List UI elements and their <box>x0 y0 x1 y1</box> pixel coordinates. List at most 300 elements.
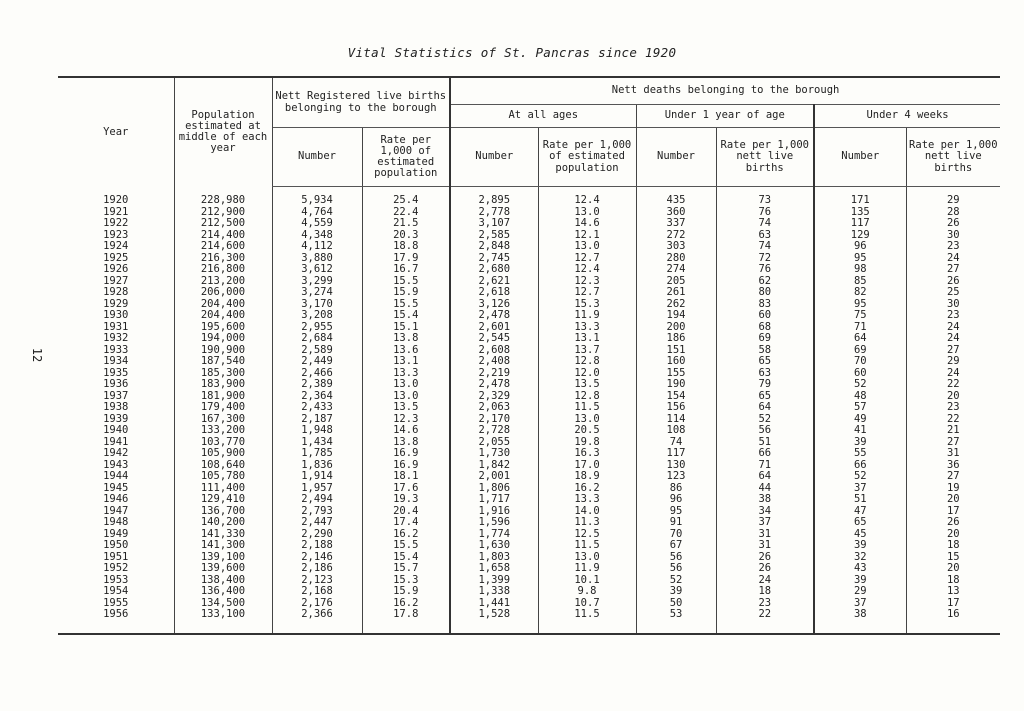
cell-infant-deaths-number: 39 <box>636 586 716 598</box>
cell-births-rate: 13.3 <box>362 368 450 380</box>
cell-infant-deaths-number: 360 <box>636 207 716 219</box>
cell-neonatal-deaths-number: 135 <box>814 207 906 219</box>
cell-births-number: 2,366 <box>272 609 362 634</box>
cell-population: 105,780 <box>174 471 272 483</box>
cell-infant-mortality-rate: 64 <box>716 471 814 483</box>
cell-year: 1942 <box>103 447 129 460</box>
cell-births-rate: 15.5 <box>362 276 450 288</box>
cell-neonatal-deaths-number: 52 <box>814 379 906 391</box>
cell-infant-mortality-rate: 66 <box>716 448 814 460</box>
cell-year: 1926 <box>103 263 129 276</box>
cell-births-number: 1,836 <box>272 460 362 472</box>
page-title: Vital Statistics of St. Pancras since 1920 <box>347 45 677 60</box>
cell-births-rate: 15.7 <box>362 563 450 575</box>
cell-births-rate: 12.3 <box>362 414 450 426</box>
cell-population: 228,980 <box>174 187 272 207</box>
cell-neonatal-mortality-rate: 28 <box>906 207 1000 219</box>
cell-deaths-number: 2,778 <box>450 207 538 219</box>
cell-population: 139,100 <box>174 552 272 564</box>
cell-neonatal-mortality-rate: 26 <box>906 517 1000 529</box>
table-row <box>58 494 1000 506</box>
cell-neonatal-mortality-rate: 15 <box>906 552 1000 564</box>
table-row <box>58 310 1000 322</box>
cell-deaths-rate: 17.0 <box>538 460 636 472</box>
cell-neonatal-deaths-number: 38 <box>814 609 906 634</box>
table-row <box>58 540 1000 552</box>
cell-year: 1951 <box>103 550 129 563</box>
cell-births-number: 3,612 <box>272 264 362 276</box>
cell-infant-deaths-number: 194 <box>636 310 716 322</box>
header-population: Population estimated at middle of each year <box>174 77 272 187</box>
cell-year: 1937 <box>103 389 129 402</box>
cell-infant-deaths-number: 280 <box>636 253 716 265</box>
cell-year: 1921 <box>103 205 129 218</box>
cell-deaths-rate: 13.3 <box>538 494 636 506</box>
cell-births-number: 2,433 <box>272 402 362 414</box>
cell-births-rate: 13.6 <box>362 345 450 357</box>
cell-infant-deaths-number: 74 <box>636 437 716 449</box>
cell-infant-deaths-number: 96 <box>636 494 716 506</box>
cell-year: 1934 <box>103 355 129 368</box>
cell-births-number: 2,793 <box>272 506 362 518</box>
cell-neonatal-mortality-rate: 20 <box>906 563 1000 575</box>
cell-infant-mortality-rate: 79 <box>716 379 814 391</box>
cell-infant-mortality-rate: 23 <box>716 598 814 610</box>
cell-infant-deaths-number: 272 <box>636 230 716 242</box>
cell-deaths-number: 3,126 <box>450 299 538 311</box>
cell-infant-deaths-number: 337 <box>636 218 716 230</box>
cell-year: 1938 <box>103 401 129 414</box>
cell-births-number: 4,559 <box>272 218 362 230</box>
cell-year: 1940 <box>103 424 129 437</box>
vital-statistics-table <box>58 76 1000 635</box>
cell-infant-deaths-number: 160 <box>636 356 716 368</box>
cell-births-rate: 16.9 <box>362 460 450 472</box>
cell-neonatal-deaths-number: 51 <box>814 494 906 506</box>
cell-infant-mortality-rate: 63 <box>716 230 814 242</box>
cell-neonatal-deaths-number: 85 <box>814 276 906 288</box>
cell-neonatal-deaths-number: 171 <box>814 187 906 207</box>
cell-population: 216,800 <box>174 264 272 276</box>
cell-births-rate: 20.4 <box>362 506 450 518</box>
cell-neonatal-mortality-rate: 31 <box>906 448 1000 460</box>
cell-births-rate: 13.5 <box>362 402 450 414</box>
cell-births-rate: 15.5 <box>362 299 450 311</box>
cell-deaths-rate: 14.0 <box>538 506 636 518</box>
cell-population: 103,770 <box>174 437 272 449</box>
cell-infant-mortality-rate: 44 <box>716 483 814 495</box>
cell-deaths-rate: 12.8 <box>538 391 636 403</box>
cell-deaths-number: 2,618 <box>450 287 538 299</box>
cell-births-number: 4,112 <box>272 241 362 253</box>
cell-deaths-number: 1,717 <box>450 494 538 506</box>
cell-neonatal-mortality-rate: 18 <box>906 575 1000 587</box>
table-row <box>58 448 1000 460</box>
cell-population: 111,400 <box>174 483 272 495</box>
cell-neonatal-deaths-number: 82 <box>814 287 906 299</box>
cell-neonatal-deaths-number: 75 <box>814 310 906 322</box>
cell-births-rate: 21.5 <box>362 218 450 230</box>
cell-births-number: 2,146 <box>272 552 362 564</box>
cell-births-rate: 16.2 <box>362 529 450 541</box>
cell-births-rate: 17.8 <box>362 609 450 634</box>
cell-population: 213,200 <box>174 276 272 288</box>
cell-infant-mortality-rate: 34 <box>716 506 814 518</box>
cell-population: 204,400 <box>174 310 272 322</box>
cell-births-number: 5,934 <box>272 187 362 207</box>
cell-year: 1941 <box>103 435 129 448</box>
cell-deaths-number: 2,621 <box>450 276 538 288</box>
cell-deaths-number: 2,170 <box>450 414 538 426</box>
cell-neonatal-deaths-number: 43 <box>814 563 906 575</box>
cell-neonatal-mortality-rate: 36 <box>906 460 1000 472</box>
cell-deaths-number: 1,730 <box>450 448 538 460</box>
cell-infant-mortality-rate: 64 <box>716 402 814 414</box>
cell-year: 1956 <box>58 609 174 634</box>
table-row <box>58 264 1000 276</box>
cell-infant-deaths-number: 262 <box>636 299 716 311</box>
cell-neonatal-deaths-number: 57 <box>814 402 906 414</box>
table-row <box>58 241 1000 253</box>
cell-population: 105,900 <box>174 448 272 460</box>
cell-infant-mortality-rate: 26 <box>716 563 814 575</box>
cell-births-number: 3,170 <box>272 299 362 311</box>
cell-year: 1945 <box>103 481 129 494</box>
cell-population: 179,400 <box>174 402 272 414</box>
cell-births-rate: 15.1 <box>362 322 450 334</box>
header-births-group: Nett Registered live births belonging to the borough <box>272 77 450 128</box>
cell-neonatal-deaths-number: 48 <box>814 391 906 403</box>
header-births-number: Number <box>272 128 362 187</box>
cell-population: 141,330 <box>174 529 272 541</box>
cell-population: 195,600 <box>174 322 272 334</box>
cell-deaths-rate: 10.1 <box>538 575 636 587</box>
table-row <box>58 471 1000 483</box>
cell-deaths-number: 1,399 <box>450 575 538 587</box>
cell-deaths-rate: 12.5 <box>538 529 636 541</box>
cell-births-rate: 13.8 <box>362 333 450 345</box>
cell-births-rate: 18.8 <box>362 241 450 253</box>
cell-population: 214,600 <box>174 241 272 253</box>
table-row <box>58 333 1000 345</box>
cell-infant-mortality-rate: 63 <box>716 368 814 380</box>
cell-births-rate: 22.4 <box>362 207 450 219</box>
cell-year: 1929 <box>103 297 129 310</box>
cell-births-number: 2,389 <box>272 379 362 391</box>
cell-infant-deaths-number: 67 <box>636 540 716 552</box>
cell-deaths-rate: 12.7 <box>538 253 636 265</box>
cell-births-number: 2,589 <box>272 345 362 357</box>
cell-year: 1932 <box>103 332 129 345</box>
cell-neonatal-mortality-rate: 20 <box>906 529 1000 541</box>
cell-population: 216,300 <box>174 253 272 265</box>
cell-births-number: 2,187 <box>272 414 362 426</box>
header-under-4-weeks: Under 4 weeks <box>814 105 1000 128</box>
cell-population: 183,900 <box>174 379 272 391</box>
cell-deaths-number: 1,916 <box>450 506 538 518</box>
cell-neonatal-deaths-number: 129 <box>814 230 906 242</box>
cell-neonatal-mortality-rate: 24 <box>906 322 1000 334</box>
cell-neonatal-mortality-rate: 27 <box>906 345 1000 357</box>
cell-births-rate: 13.1 <box>362 356 450 368</box>
cell-infant-deaths-number: 53 <box>636 609 716 634</box>
cell-year: 1920 <box>103 193 129 206</box>
table-row <box>58 586 1000 598</box>
cell-deaths-number: 3,107 <box>450 218 538 230</box>
cell-births-number: 2,123 <box>272 575 362 587</box>
cell-infant-deaths-number: 114 <box>636 414 716 426</box>
cell-neonatal-deaths-number: 37 <box>814 598 906 610</box>
cell-neonatal-mortality-rate: 17 <box>906 506 1000 518</box>
cell-deaths-rate: 12.8 <box>538 356 636 368</box>
cell-deaths-number: 2,478 <box>450 310 538 322</box>
cell-neonatal-deaths-number: 39 <box>814 437 906 449</box>
cell-infant-mortality-rate: 31 <box>716 540 814 552</box>
cell-deaths-number: 2,545 <box>450 333 538 345</box>
cell-deaths-number: 2,478 <box>450 379 538 391</box>
cell-infant-deaths-number: 200 <box>636 322 716 334</box>
cell-deaths-number: 1,658 <box>450 563 538 575</box>
cell-neonatal-mortality-rate: 20 <box>906 494 1000 506</box>
cell-births-number: 2,290 <box>272 529 362 541</box>
cell-infant-deaths-number: 108 <box>636 425 716 437</box>
cell-neonatal-mortality-rate: 23 <box>906 241 1000 253</box>
cell-neonatal-mortality-rate: 30 <box>906 299 1000 311</box>
cell-neonatal-mortality-rate: 18 <box>906 540 1000 552</box>
cell-infant-mortality-rate: 76 <box>716 264 814 276</box>
cell-infant-deaths-number: 155 <box>636 368 716 380</box>
cell-infant-deaths-number: 56 <box>636 552 716 564</box>
cell-deaths-rate: 11.3 <box>538 517 636 529</box>
page-number: 12 <box>30 347 45 363</box>
cell-deaths-rate: 9.8 <box>538 586 636 598</box>
cell-deaths-number: 1,528 <box>450 609 538 634</box>
cell-population: 187,540 <box>174 356 272 368</box>
cell-infant-deaths-number: 435 <box>636 187 716 207</box>
cell-births-number: 2,955 <box>272 322 362 334</box>
cell-deaths-number: 1,441 <box>450 598 538 610</box>
cell-births-rate: 15.5 <box>362 540 450 552</box>
cell-births-number: 2,684 <box>272 333 362 345</box>
cell-infant-deaths-number: 186 <box>636 333 716 345</box>
cell-neonatal-mortality-rate: 24 <box>906 333 1000 345</box>
cell-infant-mortality-rate: 76 <box>716 207 814 219</box>
cell-neonatal-deaths-number: 45 <box>814 529 906 541</box>
cell-births-number: 2,186 <box>272 563 362 575</box>
cell-population: 108,640 <box>174 460 272 472</box>
cell-year: 1947 <box>103 504 129 517</box>
cell-neonatal-deaths-number: 64 <box>814 333 906 345</box>
cell-births-rate: 13.0 <box>362 379 450 391</box>
header-deaths-group: Nett deaths belonging to the borough <box>450 77 1000 105</box>
cell-deaths-rate: 20.5 <box>538 425 636 437</box>
cell-births-rate: 16.2 <box>362 598 450 610</box>
cell-deaths-number: 1,803 <box>450 552 538 564</box>
cell-infant-mortality-rate: 38 <box>716 494 814 506</box>
cell-neonatal-deaths-number: 70 <box>814 356 906 368</box>
cell-births-number: 2,176 <box>272 598 362 610</box>
cell-deaths-rate: 13.5 <box>538 379 636 391</box>
cell-infant-mortality-rate: 60 <box>716 310 814 322</box>
cell-births-rate: 25.4 <box>362 187 450 207</box>
cell-year: 1923 <box>103 228 129 241</box>
cell-population: 212,500 <box>174 218 272 230</box>
cell-births-number: 2,168 <box>272 586 362 598</box>
cell-deaths-number: 2,848 <box>450 241 538 253</box>
cell-infant-mortality-rate: 69 <box>716 333 814 345</box>
cell-population: 141,300 <box>174 540 272 552</box>
cell-births-rate: 19.3 <box>362 494 450 506</box>
cell-births-number: 3,274 <box>272 287 362 299</box>
cell-year: 1936 <box>103 378 129 391</box>
cell-neonatal-deaths-number: 41 <box>814 425 906 437</box>
header-under-1-year: Under 1 year of age <box>636 105 814 128</box>
cell-deaths-number: 2,063 <box>450 402 538 414</box>
header-neonatal-rate: Rate per 1,000 nett live births <box>906 128 1000 187</box>
cell-deaths-number: 2,585 <box>450 230 538 242</box>
cell-neonatal-deaths-number: 52 <box>814 471 906 483</box>
cell-neonatal-mortality-rate: 23 <box>906 402 1000 414</box>
cell-population: 140,200 <box>174 517 272 529</box>
cell-population: 206,000 <box>174 287 272 299</box>
cell-year: 1935 <box>103 366 129 379</box>
cell-infant-deaths-number: 91 <box>636 517 716 529</box>
cell-deaths-rate: 11.9 <box>538 310 636 322</box>
cell-neonatal-deaths-number: 39 <box>814 575 906 587</box>
cell-deaths-number: 1,774 <box>450 529 538 541</box>
cell-deaths-rate: 10.7 <box>538 598 636 610</box>
cell-deaths-rate: 12.7 <box>538 287 636 299</box>
cell-births-number: 2,447 <box>272 517 362 529</box>
cell-infant-deaths-number: 151 <box>636 345 716 357</box>
cell-deaths-number: 2,001 <box>450 471 538 483</box>
cell-deaths-number: 2,728 <box>450 425 538 437</box>
cell-infant-mortality-rate: 24 <box>716 575 814 587</box>
cell-year: 1924 <box>103 240 129 253</box>
cell-neonatal-mortality-rate: 13 <box>906 586 1000 598</box>
cell-infant-deaths-number: 95 <box>636 506 716 518</box>
cell-infant-mortality-rate: 51 <box>716 437 814 449</box>
cell-births-rate: 16.7 <box>362 264 450 276</box>
cell-neonatal-mortality-rate: 20 <box>906 391 1000 403</box>
cell-infant-mortality-rate: 22 <box>716 609 814 634</box>
cell-births-rate: 15.9 <box>362 287 450 299</box>
cell-year: 1939 <box>103 412 129 425</box>
table-row <box>58 425 1000 437</box>
cell-births-number: 2,364 <box>272 391 362 403</box>
cell-population: 129,410 <box>174 494 272 506</box>
table-row <box>58 187 1000 207</box>
cell-births-number: 2,188 <box>272 540 362 552</box>
cell-deaths-rate: 11.9 <box>538 563 636 575</box>
cell-deaths-rate: 14.6 <box>538 218 636 230</box>
cell-neonatal-mortality-rate: 21 <box>906 425 1000 437</box>
cell-deaths-rate: 18.9 <box>538 471 636 483</box>
cell-year: 1922 <box>103 217 129 230</box>
cell-deaths-rate: 16.2 <box>538 483 636 495</box>
cell-births-number: 1,785 <box>272 448 362 460</box>
cell-neonatal-deaths-number: 95 <box>814 253 906 265</box>
cell-births-number: 3,299 <box>272 276 362 288</box>
cell-births-rate: 16.9 <box>362 448 450 460</box>
table-body <box>58 187 1000 634</box>
cell-infant-deaths-number: 154 <box>636 391 716 403</box>
cell-deaths-rate: 13.1 <box>538 333 636 345</box>
header-deaths-number: Number <box>450 128 538 187</box>
cell-births-number: 3,208 <box>272 310 362 322</box>
cell-births-rate: 13.0 <box>362 391 450 403</box>
cell-neonatal-mortality-rate: 27 <box>906 437 1000 449</box>
cell-infant-deaths-number: 274 <box>636 264 716 276</box>
cell-population: 214,400 <box>174 230 272 242</box>
cell-neonatal-mortality-rate: 24 <box>906 253 1000 265</box>
cell-neonatal-mortality-rate: 17 <box>906 598 1000 610</box>
cell-infant-deaths-number: 56 <box>636 563 716 575</box>
cell-year: 1952 <box>103 562 129 575</box>
cell-deaths-rate: 12.4 <box>538 187 636 207</box>
cell-deaths-rate: 13.0 <box>538 241 636 253</box>
cell-infant-mortality-rate: 52 <box>716 414 814 426</box>
cell-neonatal-deaths-number: 60 <box>814 368 906 380</box>
cell-neonatal-mortality-rate: 26 <box>906 218 1000 230</box>
table-row <box>58 218 1000 230</box>
cell-deaths-rate: 12.0 <box>538 368 636 380</box>
cell-neonatal-mortality-rate: 19 <box>906 483 1000 495</box>
cell-deaths-number: 1,596 <box>450 517 538 529</box>
cell-deaths-number: 2,601 <box>450 322 538 334</box>
cell-neonatal-mortality-rate: 29 <box>906 356 1000 368</box>
cell-population: 194,000 <box>174 333 272 345</box>
cell-deaths-rate: 13.0 <box>538 552 636 564</box>
cell-population: 133,200 <box>174 425 272 437</box>
cell-infant-deaths-number: 303 <box>636 241 716 253</box>
cell-infant-mortality-rate: 80 <box>716 287 814 299</box>
cell-deaths-rate: 16.3 <box>538 448 636 460</box>
cell-neonatal-deaths-number: 71 <box>814 322 906 334</box>
cell-deaths-number: 1,630 <box>450 540 538 552</box>
cell-year: 1944 <box>103 470 129 483</box>
cell-births-rate: 14.6 <box>362 425 450 437</box>
cell-neonatal-mortality-rate: 16 <box>906 609 1000 634</box>
cell-year: 1948 <box>103 516 129 529</box>
cell-population: 181,900 <box>174 391 272 403</box>
cell-neonatal-mortality-rate: 30 <box>906 230 1000 242</box>
cell-deaths-number: 2,055 <box>450 437 538 449</box>
cell-infant-deaths-number: 50 <box>636 598 716 610</box>
cell-neonatal-deaths-number: 96 <box>814 241 906 253</box>
cell-year: 1953 <box>103 573 129 586</box>
cell-neonatal-mortality-rate: 23 <box>906 310 1000 322</box>
table-row <box>58 379 1000 391</box>
cell-deaths-number: 2,219 <box>450 368 538 380</box>
cell-year: 1931 <box>103 320 129 333</box>
cell-deaths-rate: 15.3 <box>538 299 636 311</box>
cell-births-rate: 15.3 <box>362 575 450 587</box>
table-row <box>58 402 1000 414</box>
cell-neonatal-deaths-number: 55 <box>814 448 906 460</box>
cell-births-number: 1,957 <box>272 483 362 495</box>
cell-infant-deaths-number: 52 <box>636 575 716 587</box>
cell-population: 134,500 <box>174 598 272 610</box>
cell-infant-deaths-number: 117 <box>636 448 716 460</box>
cell-infant-mortality-rate: 62 <box>716 276 814 288</box>
cell-population: 139,600 <box>174 563 272 575</box>
cell-population: 212,900 <box>174 207 272 219</box>
cell-year: 1927 <box>103 274 129 287</box>
cell-deaths-number: 1,842 <box>450 460 538 472</box>
cell-births-rate: 15.4 <box>362 552 450 564</box>
cell-deaths-rate: 12.3 <box>538 276 636 288</box>
